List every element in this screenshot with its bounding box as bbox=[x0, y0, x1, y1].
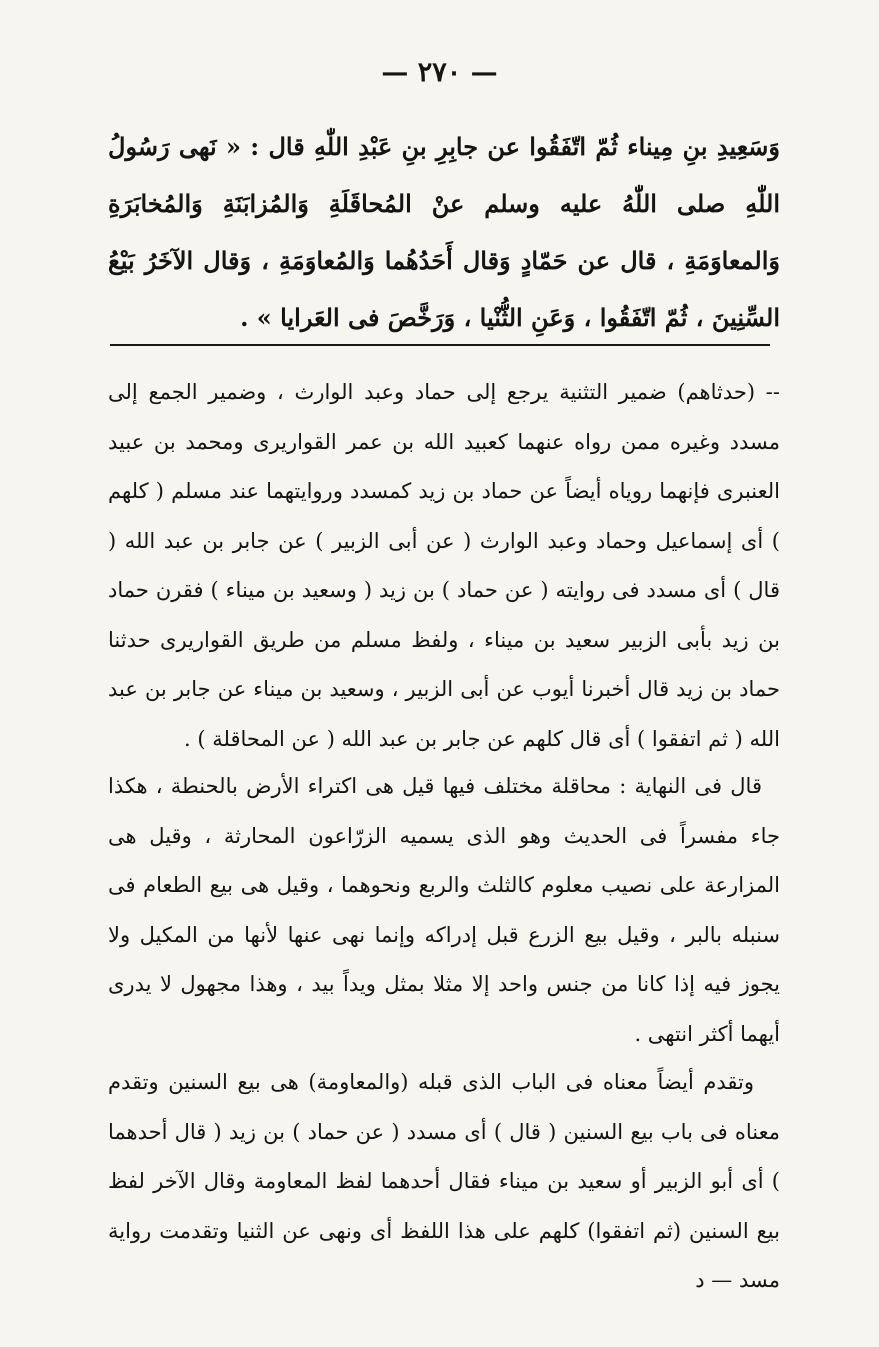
commentary-paragraph-1 bbox=[108, 368, 780, 764]
commentary-paragraph-3 bbox=[108, 1058, 780, 1306]
hadith-text: وَسَعِيدِ بنِ مِيناء ثُمّ اتّفَقُوا عن جابِرِ بنِ عَبْدِ اللّٰهِ قال : « نَهى رَسُولُ اللّٰهِ صلى اللّٰهُ عليه وسلم عنْ المُحاقَلَةِ وَالمُزابَنَةِ وَالمُخابَرَةِ وَالمعاوَمَةِ ، قال عن حَمّادٍ وَقال أَحَدُهُما وَالمُعاوَمَةِ ، وَقال الآخَرُ بَيْعُ السِّنِينَ ، ثُمّ اتّفَقُوا ، وَعَنِ الثُّنْيا ، وَرَخَّصَ فى العَرايا » . bbox=[108, 132, 780, 332]
commentary-text: -- (حدثاهم) ضمير التثنية يرجع إلى حماد وعبد الوارث ، وضمير الجمع إلى مسدد وغيره ممن رواه عنهما كعبيد الله بن عمر القواريرى ومحمد بن عبيد العنبرى فإنهما روياه أيضاً عن حماد بن زيد كمسدد وروايتهما عند مسلم ( كلهم ) أى إسماعيل وحماد وعبد الوارث ( عن أبى الزبير ) عن جابر بن عبد الله ( قال ) أى مسدد فى روايته ( عن حماد ) بن زيد ( وسعيد بن ميناء ) فقرن حماد بن زيد بأبى الزبير سعيد بن ميناء ، ولفظ مسلم من طريق القواريرى حدثنا حماد بن زيد قال أخبرنا أيوب عن أبى الزبير ، وسعيد بن ميناء عن جابر بن عبد الله ( ثم اتفقوا ) أى قال كلهم عن جابر بن عبد الله ( عن المحاقلة ) . bbox=[108, 380, 780, 751]
commentary-text: قال فى النهاية : محاقلة مختلف فيها قيل هى اكتراء الأرض بالحنطة ، هكذا جاء مفسراً فى الحديث وهو الذى يسميه الزرّاعون المحارثة ، وقيل هى المزارعة على نصيب معلوم كالثلث والربع ونحوهما ، وقيل هى بيع الطعام فى سنبله بالبر ، وقيل بيع الزرع قبل إدراكه وإنما نهى عنها لأنها من المكيل ولا يجوز فيه إذا كانا من جنس واحد إلا مثلا بمثل ويداً بيد ، وهذا مجهول لا يدرى أيهما أكثر انتهى . bbox=[108, 774, 780, 1046]
commentary-paragraph-2 bbox=[108, 762, 780, 1059]
divider-line bbox=[110, 344, 770, 346]
page-number: — ٢٧٠ — bbox=[381, 57, 498, 88]
commentary-text: وتقدم أيضاً معناه فى الباب الذى قبله (والمعاومة) هى بيع السنين وتقدم معناه فى باب بيع السنين ( قال ) أى مسدد ( عن حماد ) بن زيد ( قال أحدهما ) أى أبو الزبير أو سعيد بن ميناء فقال أحدهما لفظ المعاومة وقال الآخر لفظ بيع السنين (ثم اتفقوا) كلهم على هذا اللفظ أى ونهى عن الثنيا وتقدمت رواية مسد — د bbox=[108, 1070, 780, 1292]
